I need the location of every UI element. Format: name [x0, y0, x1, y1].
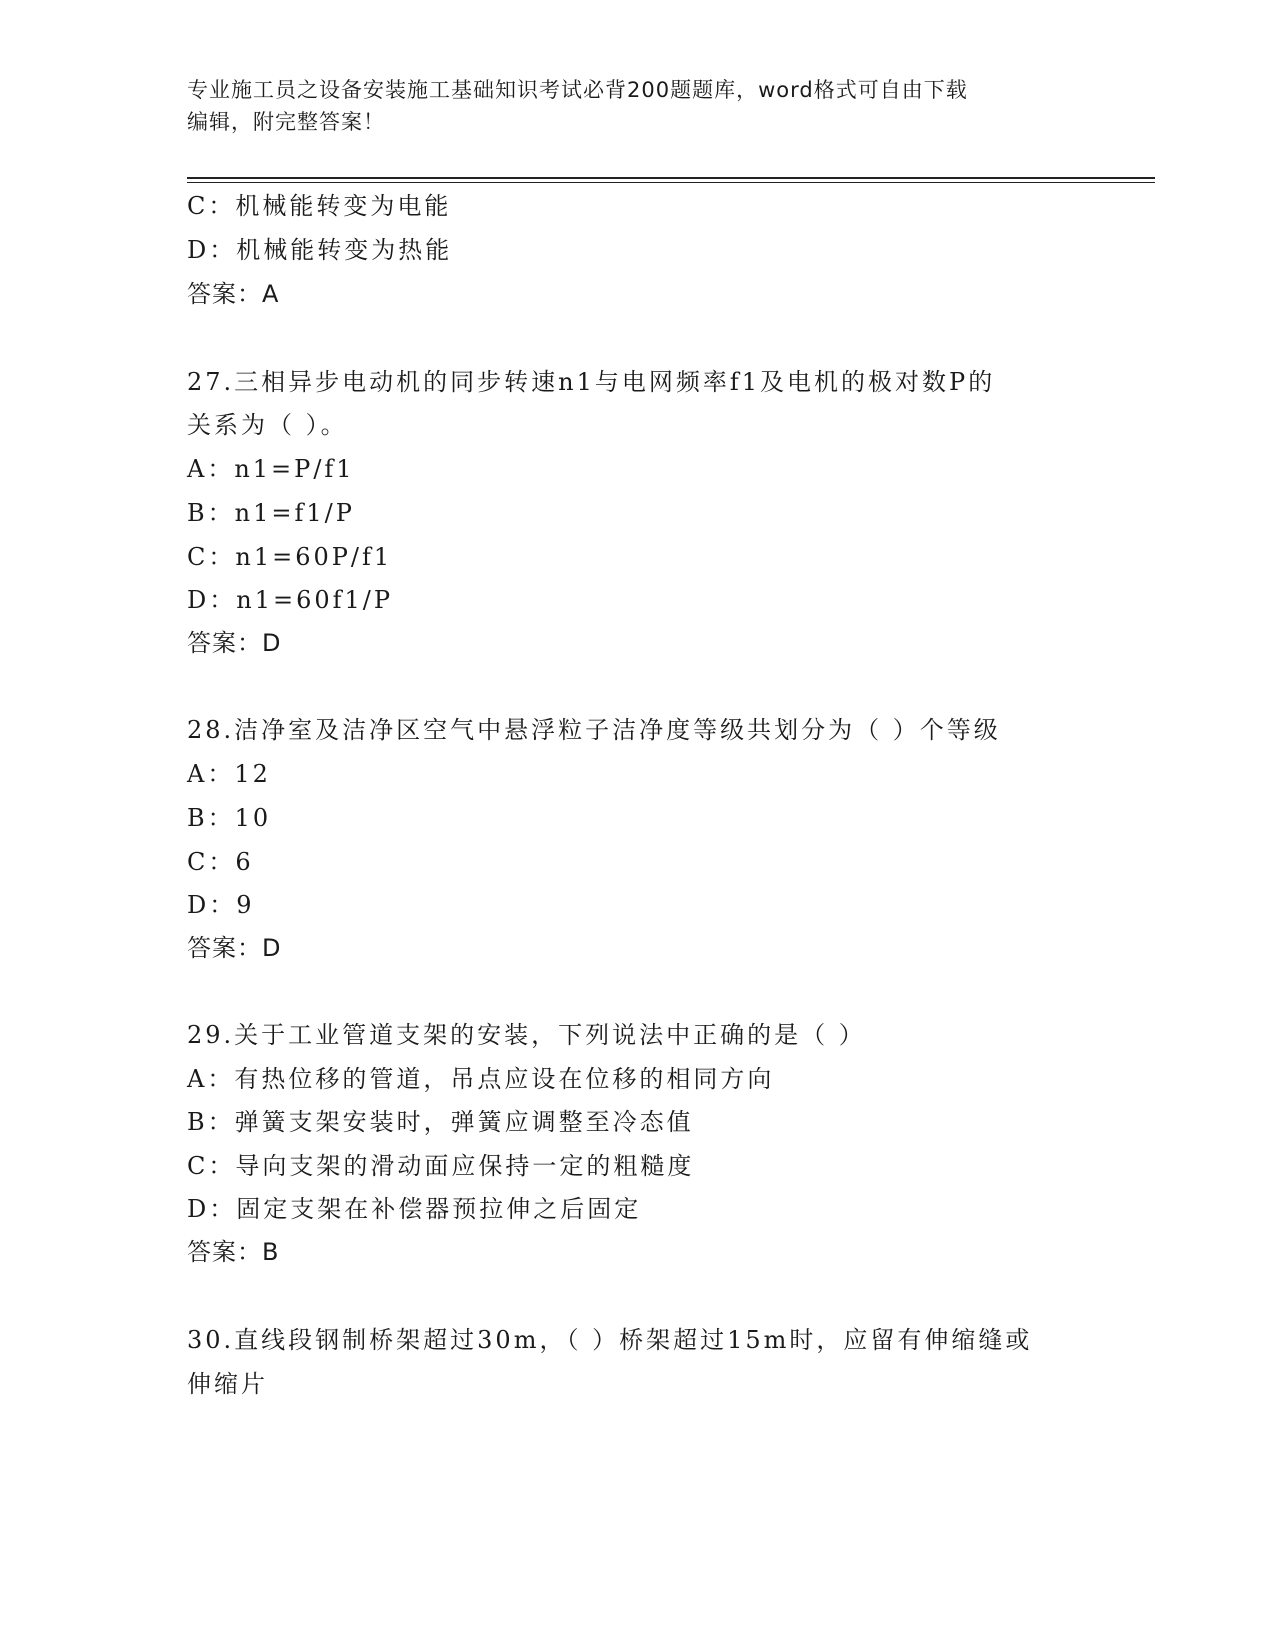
- header-title-line-2: 编辑，附完整答案！: [187, 110, 385, 134]
- q29-stem: 29.关于工业管道支架的安装，下列说法中正确的是（ ）: [187, 1021, 866, 1049]
- q26-answer: 答案：A: [187, 280, 280, 308]
- q27-stem-line-1: 27.三相异步电动机的同步转速n1与电网频率f1及电机的极对数P的: [187, 368, 996, 396]
- q29-option-d: D：固定支架在补偿器预拉伸之后固定: [187, 1195, 642, 1223]
- q28-option-b: B：10: [187, 804, 272, 832]
- q28-option-c: C：6: [187, 848, 254, 876]
- q26-option-c: C：机械能转变为电能: [187, 192, 452, 220]
- q27-stem-line-2: 关系为（ ）。: [187, 411, 348, 439]
- q27-answer: 答案：D: [187, 629, 282, 657]
- q29-option-a: A：有热位移的管道，吊点应设在位移的相同方向: [187, 1065, 775, 1093]
- q27-option-d: D：n1=60f1/P: [187, 586, 394, 614]
- q27-option-a: A：n1=P/f1: [187, 455, 355, 483]
- header-divider-thick: [187, 177, 1155, 179]
- q26-option-d: D：机械能转变为热能: [187, 236, 453, 264]
- q27-option-c: C：n1=60P/f1: [187, 543, 393, 571]
- q28-option-d: D：9: [187, 891, 255, 919]
- header-title-line-1: 专业施工员之设备安装施工基础知识考试必背200题题库，word格式可自由下载: [187, 78, 968, 102]
- q28-answer: 答案：D: [187, 934, 282, 962]
- q28-stem: 28.洁净室及洁净区空气中悬浮粒子洁净度等级共划分为（ ）个等级: [187, 716, 1001, 744]
- page-header: [187, 74, 1087, 138]
- header-divider-thin: [187, 182, 1155, 183]
- q27-option-b: B：n1=f1/P: [187, 499, 355, 527]
- q29-option-b: B：弹簧支架安装时，弹簧应调整至冷态值: [187, 1108, 694, 1136]
- q30-stem-line-1: 30.直线段钢制桥架超过30m，（ ）桥架超过15m时，应留有伸缩缝或: [187, 1326, 1033, 1354]
- q29-option-c: C：导向支架的滑动面应保持一定的粗糙度: [187, 1152, 695, 1180]
- q30-stem-line-2: 伸缩片: [187, 1370, 268, 1398]
- q28-option-a: A：12: [187, 760, 271, 788]
- q29-answer: 答案：B: [187, 1238, 280, 1266]
